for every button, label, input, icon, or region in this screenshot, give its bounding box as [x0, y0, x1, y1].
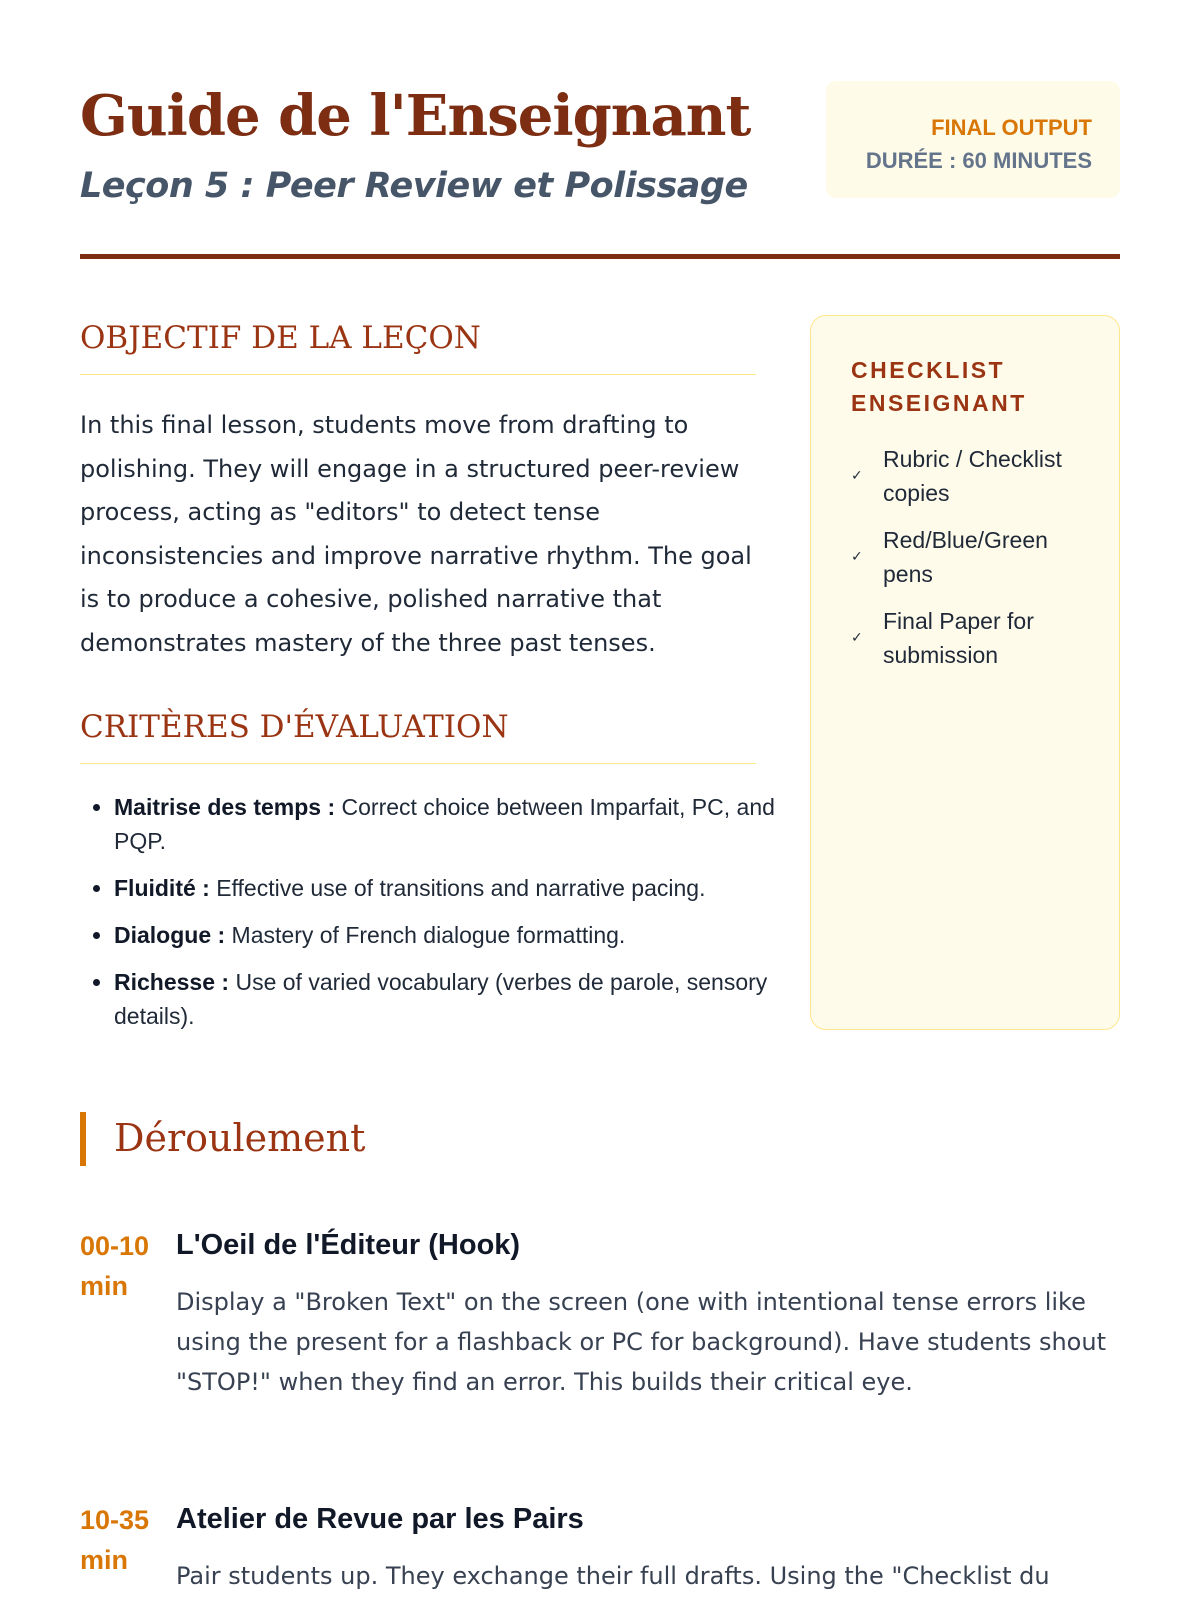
- checklist-item-label: Rubric / Checklist copies: [883, 446, 1062, 506]
- checklist-title-line1: CHECKLIST: [851, 357, 1006, 383]
- checklist-title: [851, 354, 1089, 420]
- checklist-item: [851, 604, 1089, 672]
- page-subtitle: Leçon 5 : Peer Review et Polissage: [80, 166, 748, 206]
- criteria-text: Correct choice between Imparfait, PC, and PQP.: [114, 794, 775, 854]
- checklist-item: [851, 442, 1089, 510]
- duration-label: DURÉE : 60 MINUTES: [865, 148, 1092, 173]
- checklist-title-line2: ENSEIGNANT: [851, 390, 1027, 416]
- page-title: Guide de l'Enseignant: [80, 83, 751, 149]
- criteria-text: Mastery of French dialogue formatting.: [225, 922, 626, 948]
- step-time: 10-35 min: [80, 1505, 150, 1575]
- header-divider: [80, 254, 1120, 259]
- criteria-item: [114, 790, 814, 858]
- checklist-item: [851, 523, 1089, 591]
- step-title: Atelier de Revue par les Pairs: [176, 1503, 584, 1535]
- step-body: [176, 1226, 1120, 1402]
- lesson-meta-box: [826, 81, 1120, 198]
- criteria-list: [80, 790, 814, 1046]
- checklist-item-label: Red/Blue/Green pens: [883, 527, 1048, 587]
- objective-heading: OBJECTIF DE LA LEÇON: [80, 318, 756, 375]
- checkmark-icon: ✓: [851, 468, 863, 484]
- criteria-item: [114, 871, 814, 905]
- criteria-text: Use of varied vocabulary (verbes de parole, sensory details).: [114, 969, 768, 1029]
- objective-text: In this final lesson, students move from drafting to polishing. They will engage in a structured peer-review process, acting as "editors" to detect tense inconsistencies and improve narrative rhythm. The goal is to produce a cohesive, polished narrative that demonstrates mastery of the three past tenses.: [80, 411, 752, 657]
- criteria-term: Maitrise des temps :: [114, 794, 336, 820]
- step-description: Display a "Broken Text" on the screen (one with intentional tense errors like using the present for a flashback or PC for background). Have students shout "STOP!" when they find an error. This builds their critical eye.: [176, 1288, 1106, 1396]
- lesson-guide-page: [80, 0, 1120, 1600]
- criteria-item: [114, 965, 814, 1033]
- page-header: [80, 78, 1120, 258]
- criteria-term: Dialogue :: [114, 922, 226, 948]
- checklist-item-label: Final Paper for submission: [883, 608, 1034, 668]
- checkmark-icon: ✓: [851, 630, 863, 646]
- step-body: [176, 1500, 1120, 1596]
- criteria-item: [114, 918, 814, 952]
- criteria-heading: CRITÈRES D'ÉVALUATION: [80, 707, 756, 764]
- checkmark-icon: ✓: [851, 549, 863, 565]
- criteria-term: Richesse :: [114, 969, 230, 995]
- step-title: L'Oeil de l'Éditeur (Hook): [176, 1229, 521, 1261]
- flow-heading: Déroulement: [114, 1116, 366, 1160]
- criteria-term: Fluidité :: [114, 875, 210, 901]
- output-label: FINAL OUTPUT: [931, 115, 1092, 140]
- teacher-checklist-panel: [810, 315, 1120, 1030]
- criteria-text: Effective use of transitions and narrative pacing.: [209, 875, 706, 901]
- flow-heading-block: [80, 1112, 365, 1166]
- step-time: 00-10 min: [80, 1231, 150, 1301]
- step-description: Pair students up. They exchange their full drafts. Using the "Checklist du: [176, 1562, 1050, 1590]
